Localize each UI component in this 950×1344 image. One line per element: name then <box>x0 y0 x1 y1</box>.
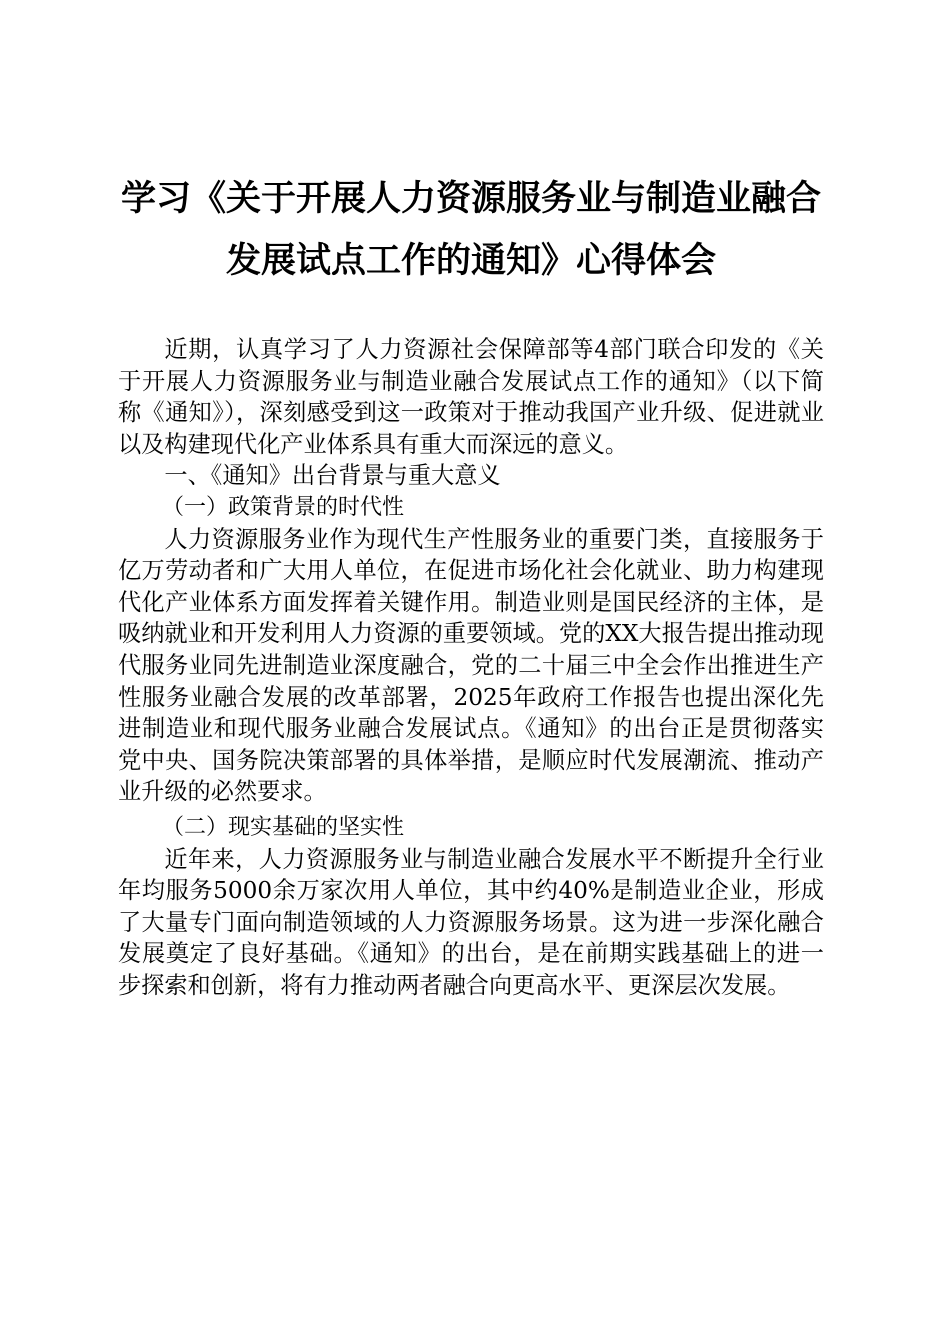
subsection-2-paragraph: 近年来，人力资源服务业与制造业融合发展水平不断提升全行业年均服务5000余万家次用人单位，其中约40%是制造业企业，形成了大量专门面向制造领域的人力资源服务场景。这为进一步深化融合发展奠定了良好基础。《通知》的出台，是在前期实践基础上的进一步探索和创新，将有力推动两者融合向更高水平、更深层次发展。 <box>118 845 824 999</box>
title-line-1: 学习《关于开展人力资源服务业与制造业融合 <box>120 179 821 219</box>
document-page <box>118 168 824 1001</box>
document-title <box>118 168 824 292</box>
title-line-2: 发展试点工作的通知》心得体会 <box>225 241 716 281</box>
document-body <box>118 334 824 1001</box>
intro-paragraph: 近期，认真学习了人力资源社会保障部等4部门联合印发的《关于开展人力资源服务业与制造业融合发展试点工作的通知》（以下简称《通知》），深刻感受到这一政策对于推动我国产业升级、促进就业以及构建现代化产业体系具有重大而深远的意义。 <box>118 336 824 458</box>
subsection-2-heading: （二）现实基础的坚实性 <box>162 814 405 840</box>
section-1-heading: 一、《通知》出台背景与重大意义 <box>164 462 501 490</box>
subsection-1-paragraph: 人力资源服务业作为现代生产性服务业的重要门类，直接服务于亿万劳动者和广大用人单位，在促进市场化社会化就业、助力构建现代化产业体系方面发挥着关键作用。制造业则是国民经济的主体，是吸纳就业和开发利用人力资源的重要领域。党的XX大报告提出推动现代服务业同先进制造业深度融合，党的二十届三中全会作出推进生产性服务业融合发展的改革部署，2025年政府工作报告也提出深化先进制造业和现代服务业融合发展试点。《通知》的出台正是贯彻落实党中央、国务院决策部署的具体举措，是顺应时代发展潮流、推动产业升级的必然要求。 <box>118 525 824 806</box>
subsection-1-heading: （一）政策背景的时代性 <box>162 494 405 520</box>
